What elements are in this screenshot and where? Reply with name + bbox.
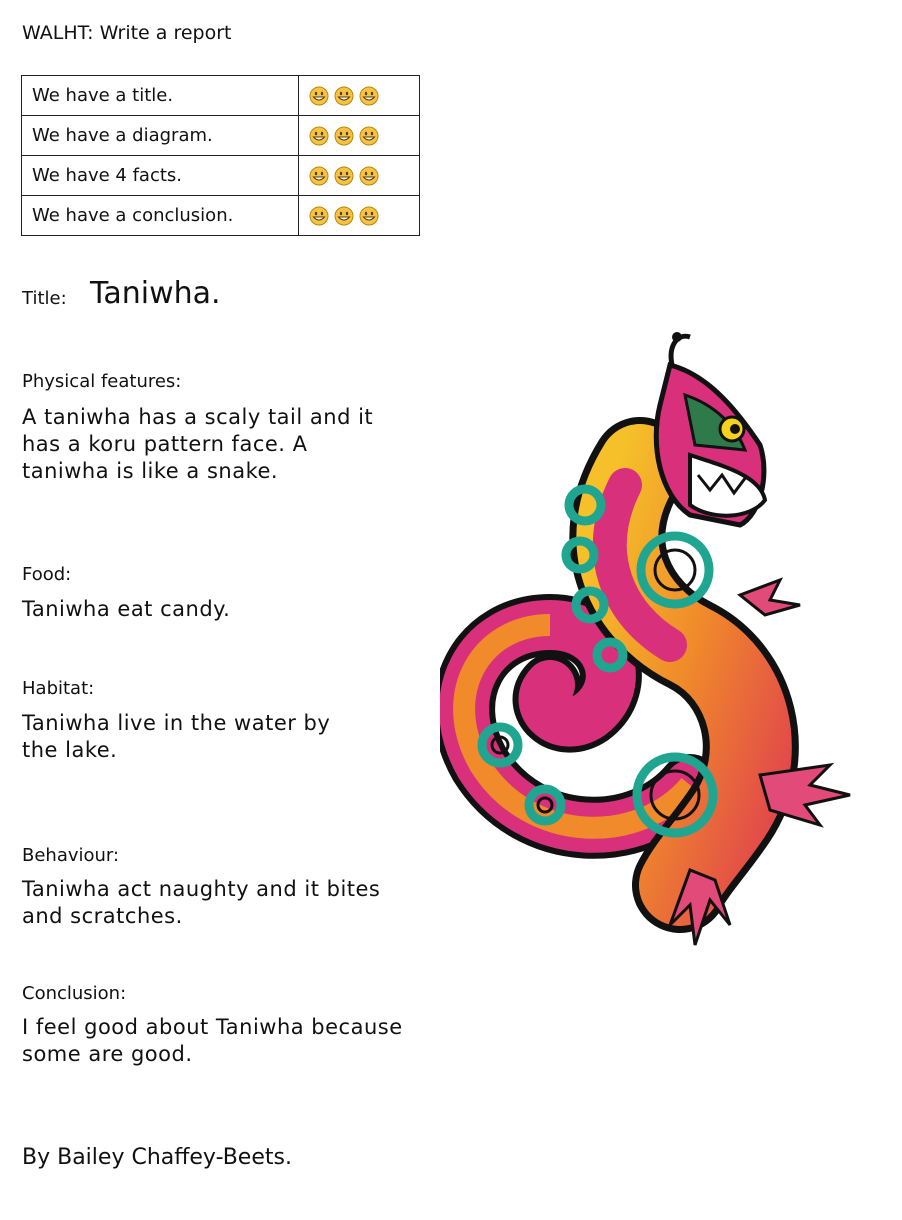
smiley-face-icon	[359, 86, 379, 106]
criteria-rating	[299, 116, 420, 156]
criteria-text: We have 4 facts.	[22, 156, 299, 196]
table-row	[22, 156, 420, 196]
table-row	[22, 196, 420, 236]
conclusion-text: I feel good about Taniwha because some are good.	[22, 1015, 403, 1066]
criteria-rating	[299, 196, 420, 236]
title-label: Title:	[22, 288, 67, 309]
smiley-rating	[309, 86, 409, 106]
table-row	[22, 116, 420, 156]
smiley-face-icon	[334, 206, 354, 226]
behaviour-text: Taniwha act naughty and it bites and scratches.	[22, 877, 381, 928]
smiley-rating	[309, 166, 409, 186]
food-heading: Food:	[22, 564, 72, 585]
smiley-face-icon	[359, 206, 379, 226]
success-criteria-table	[21, 75, 420, 236]
smiley-face-icon	[334, 126, 354, 146]
smiley-face-icon	[359, 166, 379, 186]
report-title: Taniwha.	[90, 276, 221, 311]
conclusion-heading: Conclusion:	[22, 983, 127, 1004]
smiley-face-icon	[334, 166, 354, 186]
criteria-rating	[299, 156, 420, 196]
walht-heading: WALHT: Write a report	[22, 22, 232, 44]
food-text: Taniwha eat candy.	[22, 597, 231, 621]
smiley-face-icon	[309, 86, 329, 106]
smiley-face-icon	[334, 86, 354, 106]
criteria-text: We have a conclusion.	[22, 196, 299, 236]
author-line: By Bailey Chaffey-Beets.	[22, 1145, 292, 1170]
physical-features-heading: Physical features:	[22, 371, 182, 392]
smiley-rating	[309, 126, 409, 146]
criteria-text: We have a diagram.	[22, 116, 299, 156]
criteria-rating	[299, 76, 420, 116]
smiley-face-icon	[309, 166, 329, 186]
habitat-heading: Habitat:	[22, 678, 95, 699]
behaviour-heading: Behaviour:	[22, 845, 120, 866]
smiley-rating	[309, 206, 409, 226]
habitat-text: Taniwha live in the water by the lake.	[22, 711, 331, 762]
taniwha-drawing-icon	[440, 325, 870, 965]
smiley-face-icon	[309, 126, 329, 146]
table-row	[22, 76, 420, 116]
physical-features-text: A taniwha has a scaly tail and it has a koru pattern face. A taniwha is like a snake.	[22, 405, 374, 483]
criteria-text: We have a title.	[22, 76, 299, 116]
smiley-face-icon	[359, 126, 379, 146]
smiley-face-icon	[309, 206, 329, 226]
